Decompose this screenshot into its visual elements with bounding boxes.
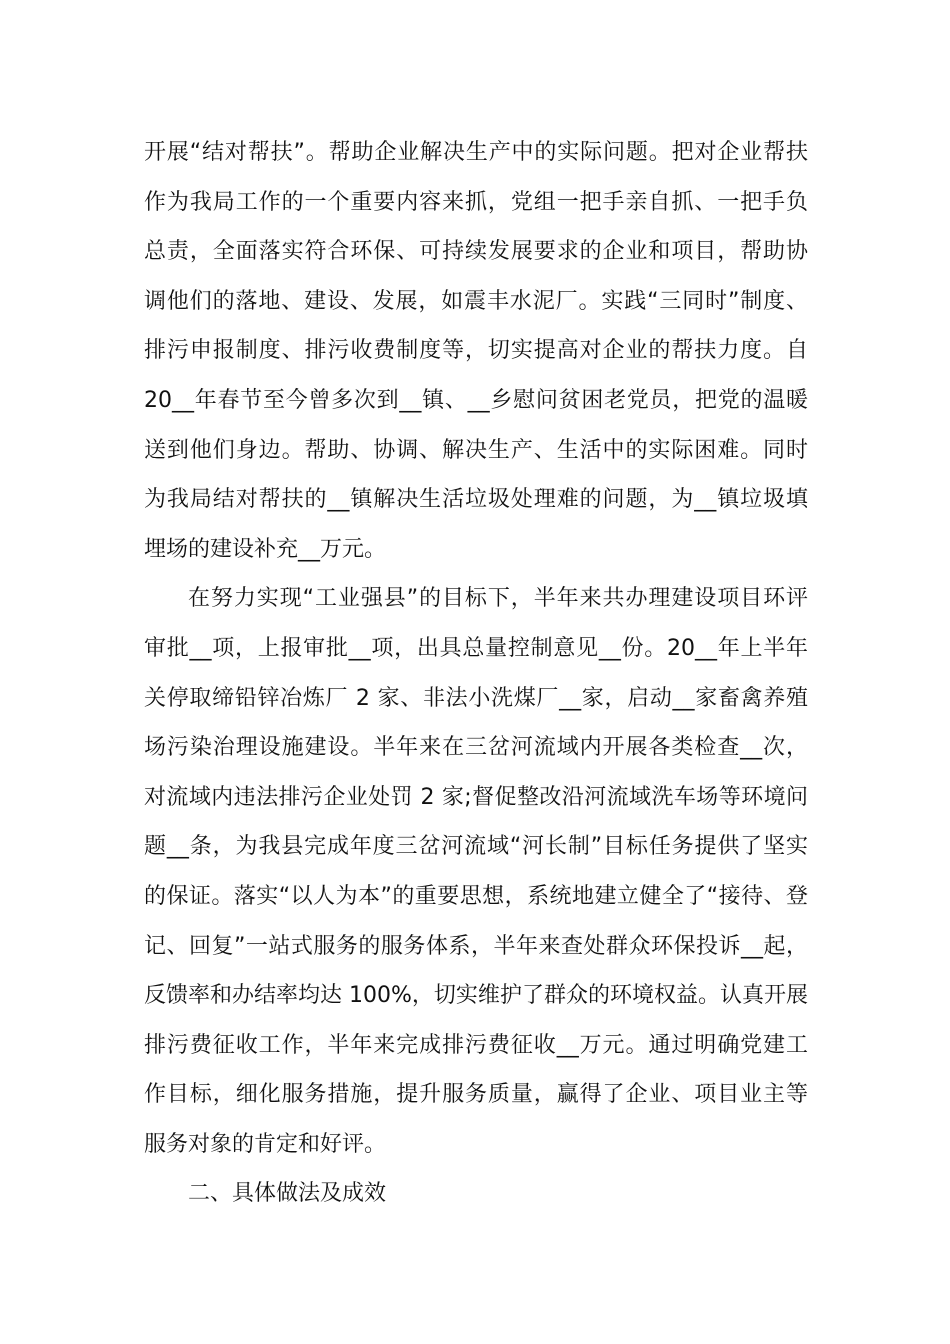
paragraph-1-line-2: 作为我局工作的一个重要内容来抓，党组一把手亲自抓、一把手负: [144, 189, 808, 215]
paragraph-2-line-5: 对流域内违法排污企业处罚 2 家;督促整改沿河流域洗车场等环境问: [144, 784, 808, 810]
paragraph-2-line-12: 服务对象的肯定和好评。: [144, 1131, 387, 1157]
paragraph-2-line-10: 排污费征收工作，半年来完成排污费征收__万元。通过明确党建工: [144, 1032, 808, 1058]
paragraph-1-line-3: 总责，全面落实符合环保、可持续发展要求的企业和项目，帮助协: [144, 239, 808, 265]
paragraph-2-line-11: 作目标，细化服务措施，提升服务质量，赢得了企业、项目业主等: [144, 1082, 808, 1108]
paragraph-2-line-3: 关停取缔铅锌冶炼厂 2 家、非法小洗煤厂__家，启动__家畜禽养殖: [144, 685, 808, 711]
paragraph-1-line-8: 为我局结对帮扶的__镇解决生活垃圾处理难的问题，为__镇垃圾填: [144, 487, 808, 513]
paragraph-1-line-4: 调他们的落地、建设、发展，如震丰水泥厂。实践“三同时”制度、: [144, 288, 808, 314]
paragraph-1-line-9: 埋场的建设补充__万元。: [144, 536, 387, 562]
paragraph-2-line-6: 题__条，为我县完成年度三岔河流域“河长制”目标任务提供了坚实: [144, 834, 808, 860]
paragraph-2-line-1: 在努力实现“工业强县”的目标下，半年来共办理建设项目环评: [188, 586, 808, 612]
paragraph-2-line-2: 审批__项，上报审批__项，出具总量控制意见__份。20__年上半年: [144, 635, 808, 661]
paragraph-2-line-9: 反馈率和办结率均达 100%，切实维护了群众的环境权益。认真开展: [144, 983, 808, 1009]
paragraph-2-line-4: 场污染治理设施建设。半年来在三岔河流域内开展各类检查__次，: [144, 735, 808, 761]
paragraph-2-line-7: 的保证。落实“以人为本”的重要思想，系统地建立健全了“接待、登: [144, 883, 808, 909]
paragraph-1-line-6: 20__年春节至今曾多次到__镇、__乡慰问贫困老党员，把党的温暖: [144, 387, 808, 413]
section-heading: 二、具体做法及成效: [188, 1181, 387, 1207]
paragraph-1-line-1: 开展“结对帮扶”。帮助企业解决生产中的实际问题。把对企业帮扶: [144, 140, 808, 165]
document-body: [144, 128, 808, 1219]
paragraph-2-line-8: 记、回复”一站式服务的服务体系，半年来查处群众环保投诉__起，: [144, 933, 808, 959]
paragraph-1-line-5: 排污申报制度、排污收费制度等，切实提高对企业的帮扶力度。自: [144, 338, 808, 364]
paragraph-1-line-7: 送到他们身边。帮助、协调、解决生产、生活中的实际困难。同时: [144, 437, 808, 463]
